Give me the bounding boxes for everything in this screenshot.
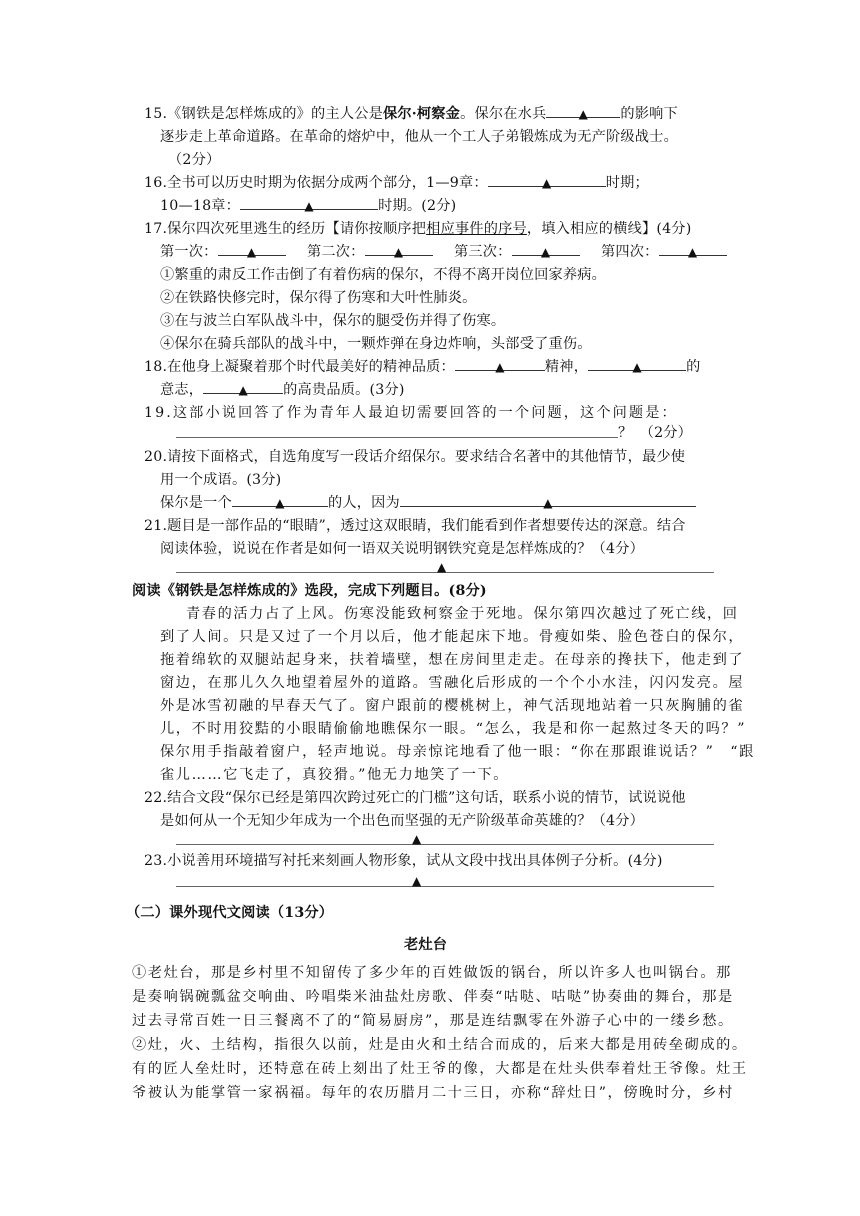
- answer-marker: ▲: [275, 496, 285, 510]
- article-line: 过去寻常百姓一日三餐离不了的“简易厨房”，那是连结飘零在外游子心中的一缕乡愁。: [132, 1013, 734, 1029]
- q18-line1: [144, 356, 700, 378]
- q17-option: ④保尔在骑兵部队的战斗中，一颗炸弹在身边炸响，头部受了重伤。: [160, 336, 592, 352]
- article-line: 爷被认为能掌管一家祸福。每年的农历腊月二十三日，亦称“辞灶日”，傍晚时分，乡村: [132, 1085, 734, 1101]
- q16-text-c: 10—18章：: [160, 198, 241, 214]
- article-line: ②灶，火、土结构，指很久以前，灶是由火和土结合而成的，后来大都是用砖垒砌成的。: [132, 1037, 748, 1053]
- q18-text: 18.在他身上凝聚着那个时代最美好的精神品质：: [144, 359, 455, 375]
- answer-marker: ▲: [495, 360, 505, 374]
- article-line: 是奏响锅碗瓢盆交响曲、吟唱柴米油盐灶房歌、伴奏“咕哒、咕哒”协奏曲的舞台，那是: [132, 989, 734, 1005]
- q21-line2: 阅读体验，说说在作者是如何一语双关说明钢铁究竟是怎样炼成的？（4分）: [160, 541, 645, 557]
- passage-line: 外是冰雪初融的早春天气了。窗户跟前的樱桃树上，神气活现地站着一只灰胸脯的雀: [160, 698, 745, 714]
- q18-answer-blank-2[interactable]: [588, 356, 686, 374]
- q15-text: 15.《钢铁是怎样炼成的》的主人公是: [144, 106, 383, 122]
- q15-line1: [144, 103, 678, 125]
- passage-line: 青春的活力占了上风。伤寒没能致柯察金于死地。保尔第四次越过了死亡线，回: [186, 606, 739, 622]
- q15-protagonist: 保尔·柯察金: [382, 106, 461, 122]
- q22-line2: 是如何从一个无知少年成为一个出色而坚强的无产阶级革命英雄的？（4分）: [160, 813, 645, 829]
- q19-line1: 19.这部小说回答了作为青年人最迫切需要回答的一个问题，这个问题是：: [144, 405, 678, 421]
- q15-score: （2分）: [168, 152, 221, 168]
- q20-text-c: 保尔是一个: [160, 495, 232, 511]
- passage-line: 到了人间。只是又过了一个月以后，他才能起床下地。骨瘦如柴、脸色苍白的保尔，: [160, 629, 745, 645]
- answer-marker: ▲: [578, 107, 589, 121]
- q18-answer-blank-1[interactable]: [455, 356, 545, 374]
- q17-text: 17.保尔四次死里逃生的经历【请你按顺序把: [144, 221, 427, 237]
- q17-answer-blank-1[interactable]: [218, 241, 286, 259]
- passage-line: 保尔用手指敲着窗户，轻声地说。母亲惊诧地看了他一眼：“你在那跟谁说话？” “跟: [160, 744, 755, 760]
- q16-line1: [144, 172, 649, 194]
- q20-line2: 用一个成语。(3分): [160, 472, 282, 488]
- q23-answer-line[interactable]: [176, 886, 714, 887]
- q16-text: 16.全书可以历史时期为依据分成两个部分，1—9章：: [144, 175, 488, 191]
- answer-marker: ▲: [542, 176, 552, 190]
- q17-slot-label: 第四次：: [601, 244, 659, 260]
- q16-answer-blank-1[interactable]: [488, 172, 606, 190]
- q17-answer-blank-4[interactable]: [659, 241, 727, 259]
- q17-underlined: 相应事件的序号: [426, 221, 527, 237]
- answer-marker: ▲: [632, 360, 642, 374]
- q20-answer-blank-1[interactable]: [232, 492, 328, 510]
- q17-slot-label: 第二次：: [307, 244, 365, 260]
- q16-text-b: 时期；: [605, 175, 649, 191]
- q17-text-b: ，填入相应的横线】(4分): [526, 221, 692, 237]
- q22-answer-line[interactable]: [176, 844, 714, 845]
- q15-text-b: 。保尔在水兵: [460, 106, 547, 122]
- passage-line: 拖着绵软的双腿站起身来，扶着墙壁，想在房间里走走。在母亲的搀扶下，他走到了: [160, 652, 745, 668]
- q17-answer-blank-2[interactable]: [365, 241, 433, 259]
- q22-line1: 22.结合文段“保尔已经是第四次跨过死亡的门槛”这句话，联系小说的情节，试说说他: [144, 790, 686, 806]
- q16-line2: [160, 195, 456, 217]
- q15-line2: 逐步走上革命道路。在革命的熔炉中，他从一个工人子弟锻炼成为无产阶级战士。: [160, 129, 678, 145]
- q23-answer-marker: ▲: [412, 874, 422, 888]
- answer-marker: ▲: [238, 383, 248, 397]
- q17-line1: [144, 218, 691, 240]
- q15-text-c: 的影响下: [620, 106, 678, 122]
- q18-text-c: 的: [686, 359, 701, 375]
- answer-marker: ▲: [540, 245, 551, 259]
- q15-answer-blank[interactable]: [546, 103, 620, 121]
- q16-answer-blank-2[interactable]: [240, 195, 378, 213]
- q23-line1: 23.小说善用环境描写衬托来刻画人物形象，试从文段中找出具体例子分析。(4分): [144, 853, 663, 869]
- q17-slots: [160, 241, 727, 263]
- q20-line1: 20.请按下面格式，自选角度写一段话介绍保尔。要求结合名著中的其他情节，最少使: [144, 449, 686, 465]
- article-line: ①老灶台，那是乡村里不知留传了多少年的百姓做饭的锅台，所以许多人也叫锅台。那: [132, 965, 732, 981]
- answer-marker: ▲: [246, 245, 257, 259]
- passage-line: 儿，不时用狡黠的小眼睛偷偷地瞧保尔一眼。“怎么，我是和你一起熬过冬天的吗？”: [160, 721, 747, 737]
- q20-answer-blank-2[interactable]: [400, 492, 696, 510]
- q17-answer-blank-3[interactable]: [512, 241, 580, 259]
- q20-text-d: 的人，因为: [327, 495, 400, 511]
- answer-marker: ▲: [304, 199, 314, 213]
- q18-text-e: 的高贵品质。(3分): [283, 382, 405, 398]
- q22-answer-marker: ▲: [412, 832, 422, 846]
- q18-line2: [160, 379, 405, 401]
- q21-answer-marker: ▲: [437, 560, 447, 574]
- q17-slot-label: 第三次：: [454, 244, 512, 260]
- q19-score: ？ （2分）: [618, 425, 693, 441]
- q18-text-d: 意志，: [160, 382, 204, 398]
- answer-marker: ▲: [687, 245, 698, 259]
- answer-marker: ▲: [543, 496, 553, 510]
- q18-text-b: 精神，: [544, 359, 589, 375]
- q17-option: ①繁重的肃反工作击倒了有着伤病的保尔，不得不离开岗位回家养病。: [160, 267, 607, 283]
- q20-line3: [160, 492, 696, 514]
- passage-line: 雀儿……它飞走了，真狡猾。”他无力地笑了一下。: [160, 767, 510, 783]
- q16-text-d: 时期。(2分): [378, 198, 457, 214]
- q17-option: ③在与波兰白军队战斗中，保尔的腿受伤并得了伤寒。: [160, 313, 506, 329]
- passage-line: 窗边，在那儿久久地望着屋外的道路。雪融化后形成的一个个小水洼，闪闪发亮。屋: [160, 675, 745, 691]
- q19-answer-line[interactable]: [176, 437, 618, 438]
- q18-answer-blank-3[interactable]: [203, 379, 283, 397]
- section-heading-reading: 阅读《钢铁是怎样炼成的》选段，完成下列题目。(8分): [132, 583, 487, 599]
- q21-line1: 21.题目是一部作品的“眼睛”，透过这双眼睛，我们能看到作者想要传达的深意。结合: [144, 518, 686, 534]
- article-title: 老灶台: [404, 937, 448, 953]
- section-heading-2: （二）课外现代文阅读（13分）: [126, 905, 334, 921]
- answer-marker: ▲: [393, 245, 404, 259]
- q17-option: ②在铁路快修完时，保尔得了伤寒和大叶性肺炎。: [160, 290, 477, 306]
- q17-slot-label: 第一次：: [160, 244, 218, 260]
- article-line: 有的匠人垒灶时，还特意在砖上刻出了灶王爷的像，大都是在灶头供奉着灶王爷像。灶王: [132, 1061, 748, 1077]
